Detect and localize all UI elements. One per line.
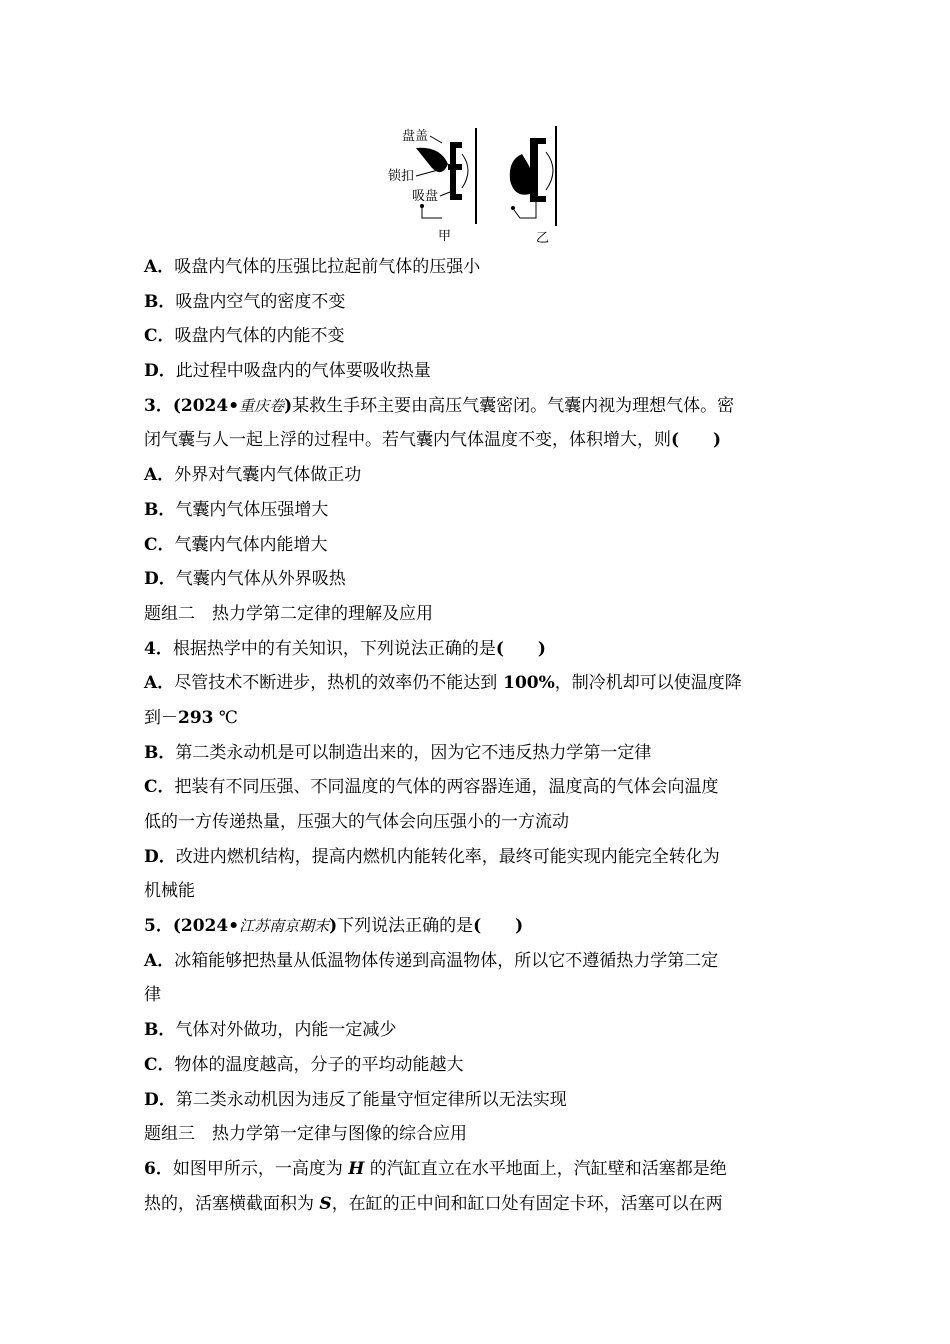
q4-option-a-line1: A．尽管技术不断进步，热机的效率仍不能达到 100%，制冷机却可以使温度降 xyxy=(144,673,742,694)
q4-option-a-line2: 到－293 ℃ xyxy=(144,707,238,728)
q5-option-c: C．物体的温度越高，分子的平均动能越大 xyxy=(144,1054,464,1075)
q2-option-d: D．此过程中吸盘内的气体要吸收热量 xyxy=(144,361,431,382)
q3-stem-line2: 闭气囊与人一起上浮的过程中。若气囊内气体温度不变，体积增大，则( ) xyxy=(144,430,722,451)
q5-stem: 5．(2024•江苏南京期末)下列说法正确的是( ) xyxy=(144,916,524,937)
label-cup: 吸盘 xyxy=(412,189,439,204)
q5-option-d: D．第二类永动机因为违反了能量守恒定律所以无法实现 xyxy=(144,1089,567,1110)
q2-option-a: A．吸盘内气体的压强比拉起前气体的压强小 xyxy=(144,257,481,277)
q4-stem: 4．根据热学中的有关知识，下列说法正确的是( ) xyxy=(144,638,546,659)
group3-heading: 题组三 热力学第一定律与图像的综合应用 xyxy=(144,1124,467,1145)
q5-option-a-line1: A．冰箱能够把热量从低温物体传递到高温物体，所以它不遵循热力学第二定 xyxy=(144,950,719,971)
q3-stem-line1: 3．(2024•重庆卷)某救生手环主要由高压气囊密闭。气囊内视为理想气体。密 xyxy=(144,395,735,416)
q3-option-c: C．气囊内气体内能增大 xyxy=(144,534,328,555)
group2-heading: 题组二 热力学第二定律的理解及应用 xyxy=(144,603,433,624)
q2-option-c: C．吸盘内气体的内能不变 xyxy=(144,326,345,347)
caption-b: 乙 xyxy=(536,231,550,246)
caption-a: 甲 xyxy=(438,229,452,244)
q5-option-b: B．气体对外做功，内能一定减少 xyxy=(144,1020,397,1041)
q6-stem-line2: 热的，活塞横截面积为 S，在缸的正中间和缸口处有固定卡环，活塞可以在两 xyxy=(144,1193,723,1214)
suction-cup-figure xyxy=(380,118,580,248)
label-cover: 盘盖 xyxy=(402,129,429,144)
q3-option-d: D．气囊内气体从外界吸热 xyxy=(144,569,346,590)
q4-option-d-line1: D．改进内燃机结构，提高内燃机内能转化率，最终可能实现内能完全转化为 xyxy=(144,846,720,867)
q4-option-d-line2: 机械能 xyxy=(144,881,195,902)
question-content xyxy=(144,250,814,1221)
q5-option-a-line2: 律 xyxy=(144,985,161,1006)
q4-option-c-line2: 低的一方传递热量，压强大的气体会向压强小的一方流动 xyxy=(144,812,569,832)
q3-option-a: A．外界对气囊内气体做正功 xyxy=(144,465,362,486)
suction-cup-diagram xyxy=(380,118,580,248)
q4-option-b: B．第二类永动机是可以制造出来的，因为它不违反热力学第一定律 xyxy=(144,742,652,763)
q6-stem-line1: 6．如图甲所示，一高度为 H 的汽缸直立在水平地面上，汽缸壁和活塞都是绝 xyxy=(144,1158,727,1179)
q4-option-c-line1: C．把装有不同压强、不同温度的气体的两容器连通，温度高的气体会向温度 xyxy=(144,777,719,798)
q3-option-b: B．气囊内气体压强增大 xyxy=(144,499,329,520)
q2-option-b: B．吸盘内空气的密度不变 xyxy=(144,291,346,312)
label-lock: 锁扣 xyxy=(388,169,415,184)
